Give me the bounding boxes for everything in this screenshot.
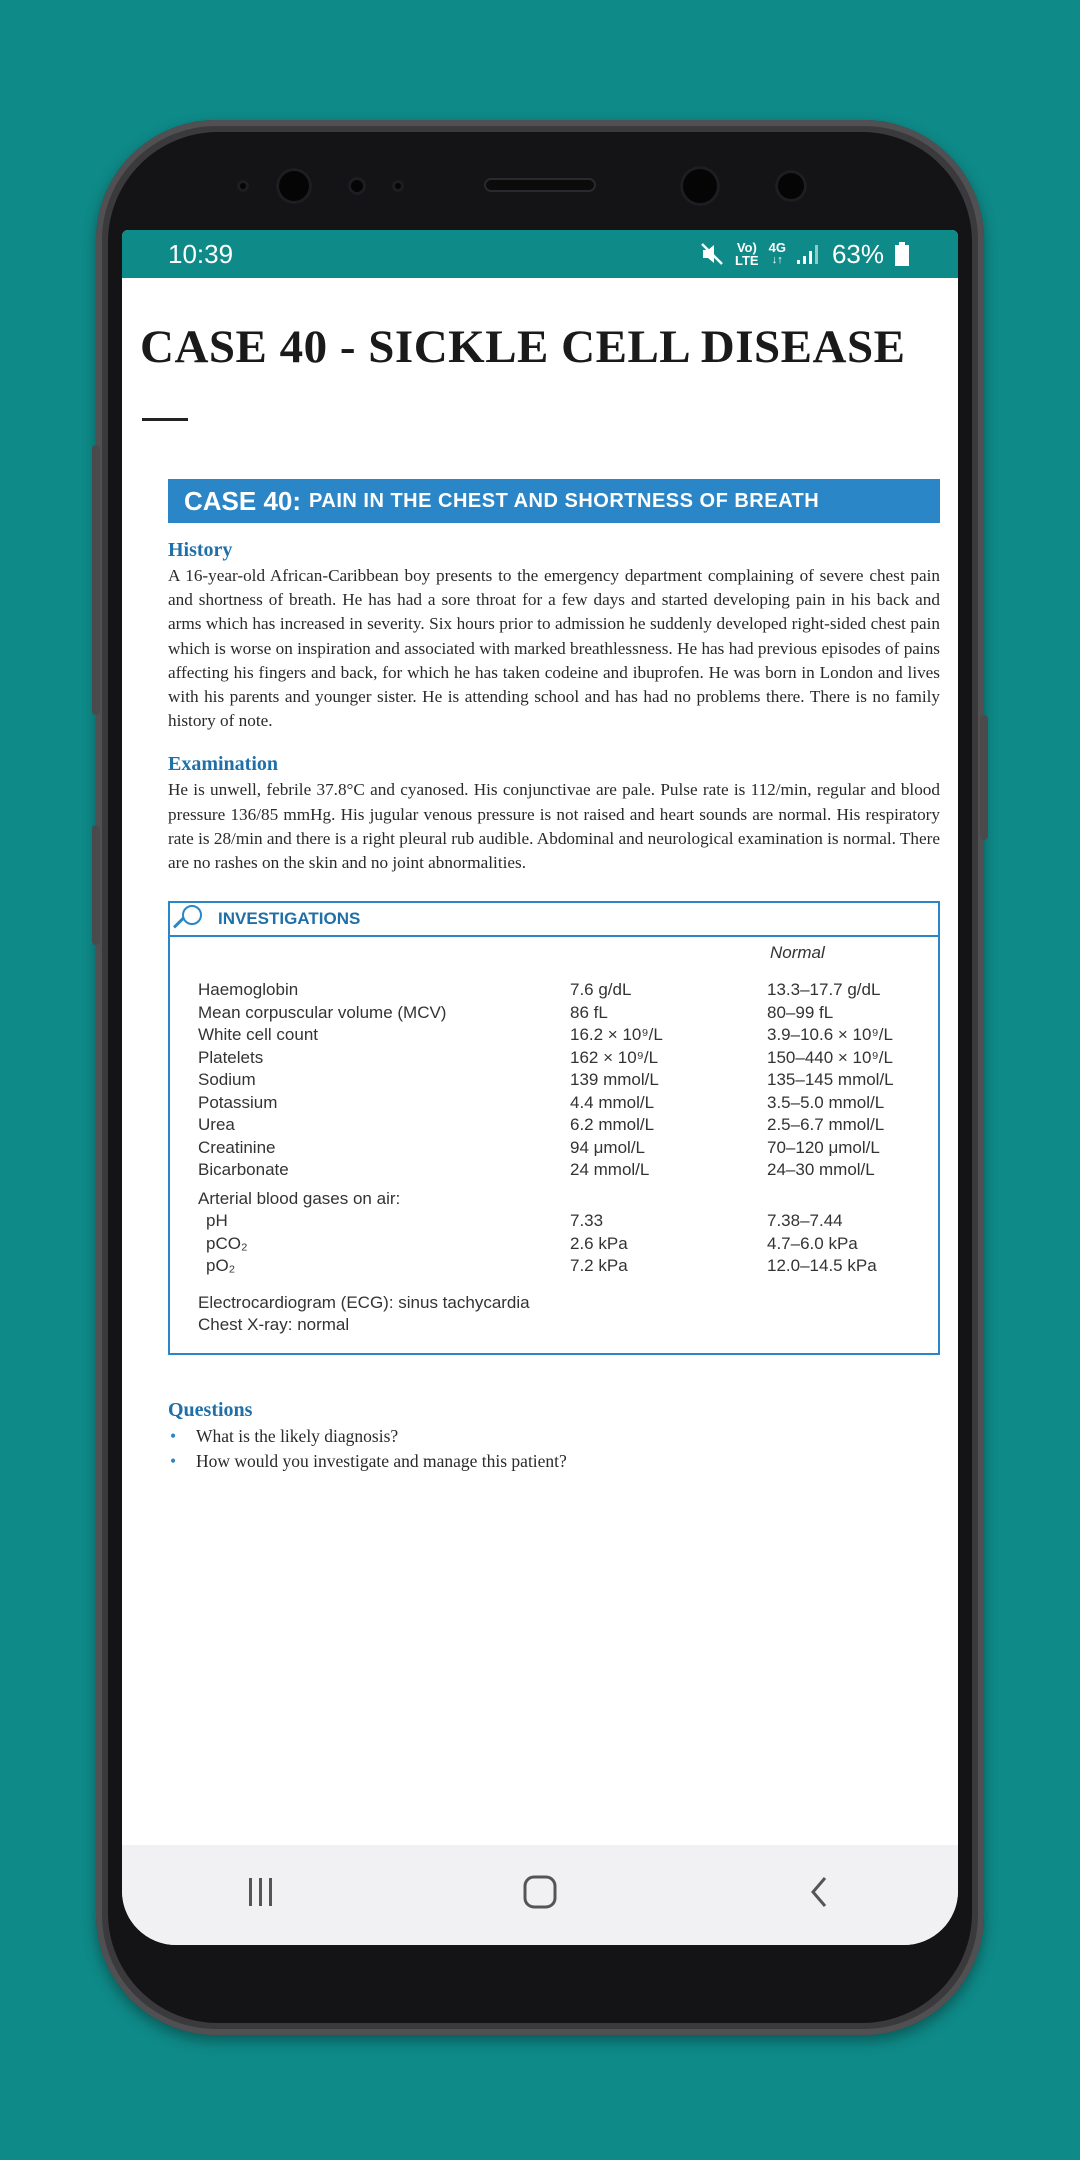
abg-normal-range: 12.0–14.5 kPa	[767, 1256, 877, 1276]
screen	[122, 230, 958, 1945]
question-item	[168, 1424, 940, 1449]
lab-label: Urea	[198, 1115, 235, 1135]
questions-heading: Questions	[168, 1399, 253, 1422]
lab-label: Potassium	[198, 1092, 278, 1112]
lab-label: Creatinine	[198, 1137, 276, 1157]
lab-label: Platelets	[198, 1047, 264, 1067]
proximity-sensor	[348, 177, 366, 195]
normal-range: 150–440 × 10⁹/L	[767, 1047, 893, 1067]
abg-normal-range: 7.38–7.44	[767, 1211, 843, 1231]
investigations-box	[168, 901, 940, 1355]
abg-heading: Arterial blood gases on air:	[198, 1188, 401, 1208]
front-camera	[276, 168, 312, 204]
examination-heading: Examination	[168, 753, 279, 776]
examination-text: He is unwell, febrile 37.8°C and cyanosed. His conjunctivae are pale. Pulse rate is 112/min, regular and blood pressure 136/85 mmHg. His jugular venous pressure is not raised and heart sounds are normal. His respiratory rate is 28/min and there is a right pleural rub audible. Abdominal and neurological examination is normal. There are no rashes on the skin and no joint abnormalities.	[168, 780, 940, 873]
normal-column-header: Normal	[770, 943, 825, 963]
battery-percent: 63%	[831, 238, 884, 269]
lab-value: 7.6 g/dL	[570, 980, 632, 1000]
volume-button	[92, 825, 100, 945]
title-divider	[142, 418, 188, 421]
back-button[interactable]	[779, 1862, 859, 1922]
cxr-result: Chest X-ray: normal	[198, 1315, 350, 1335]
lab-value: 162 × 10⁹/L	[570, 1047, 659, 1067]
front-sensor	[237, 180, 249, 192]
lab-value: 16.2 × 10⁹/L	[570, 1025, 663, 1045]
abg-normal-range: 4.7–6.0 kPa	[767, 1233, 858, 1253]
recent-apps-button[interactable]	[221, 1862, 301, 1922]
clock: 10:39	[168, 238, 234, 269]
recent-apps-icon	[244, 1876, 278, 1908]
normal-range: 13.3–17.7 g/dL	[767, 980, 881, 1000]
bullet-icon: •	[170, 1426, 177, 1447]
normal-range: 70–120 μmol/L	[767, 1137, 880, 1157]
normal-range: 2.5–6.7 mmol/L	[767, 1115, 885, 1135]
volte-indicator	[735, 241, 759, 267]
abg-label: pCO₂	[206, 1233, 248, 1253]
lab-labels	[198, 979, 530, 1337]
lab-value: 139 mmol/L	[570, 1070, 659, 1090]
back-icon	[807, 1874, 831, 1910]
normal-range: 3.5–5.0 mmol/L	[767, 1092, 885, 1112]
lab-value: 4.4 mmol/L	[570, 1092, 655, 1112]
abg-value: 7.2 kPa	[570, 1256, 628, 1276]
volte-label: Vo)	[736, 240, 757, 255]
lab-label: Mean corpuscular volume (MCV)	[198, 1002, 447, 1022]
investigations-header	[170, 903, 938, 937]
case-subtitle: PAIN IN THE CHEST AND SHORTNESS OF BREATH	[309, 489, 820, 512]
history-heading: History	[168, 539, 233, 561]
abg-label: pO₂	[206, 1256, 236, 1276]
lab-value: 94 μmol/L	[570, 1137, 645, 1157]
iris-camera	[680, 166, 720, 206]
normal-range: 24–30 mmol/L	[767, 1160, 875, 1180]
bullet-icon: •	[170, 1451, 177, 1472]
abg-value: 2.6 kPa	[570, 1233, 628, 1253]
battery-icon	[894, 241, 910, 267]
page-title: CASE 40 - SICKLE CELL DISEASE	[140, 321, 906, 373]
lab-label: Haemoglobin	[198, 980, 299, 1000]
normal-range: 135–145 mmol/L	[767, 1070, 894, 1090]
lab-label: White cell count	[198, 1025, 318, 1045]
network-indicator	[769, 241, 786, 267]
questions-list	[168, 1424, 940, 1474]
mute-icon	[699, 241, 725, 267]
lab-label: Bicarbonate	[198, 1160, 289, 1180]
home-button[interactable]	[500, 1862, 580, 1922]
history-text: A 16-year-old African-Caribbean boy presents to the emergency department complaining of severe chest pain and shortness of breath. He has had a sore throat for a few days and started developing pain in his back and arms which has increased in severity. Six hours prior to admission he suddenly developed right-sided chest pain which is worse on inspiration and associated with marked breathlessness. He has had previous episodes of pains affecting his fingers and back, for which he has taken codeine and ibuprofen. He was born in London and lives with his parents and younger sister. He is attending school and has had no problems there. There is no family history of note.	[168, 566, 940, 731]
case-banner	[168, 479, 940, 523]
power-button	[92, 445, 100, 715]
question-text: How would you investigate and manage this patient?	[196, 1451, 567, 1472]
lab-label: Sodium	[198, 1070, 256, 1090]
lab-value: 6.2 mmol/L	[570, 1115, 655, 1135]
page-content	[122, 320, 958, 1474]
lab-value: 86 fL	[570, 1002, 608, 1022]
status-bar	[122, 230, 958, 278]
normal-values	[767, 979, 894, 1278]
light-sensor	[392, 180, 404, 192]
question-item	[168, 1449, 940, 1474]
signal-icon	[796, 242, 822, 266]
network-type: 4G	[768, 240, 786, 255]
lab-value: 24 mmol/L	[570, 1160, 650, 1180]
normal-range: 3.9–10.6 × 10⁹/L	[767, 1025, 893, 1045]
data-arrows-icon: ↓↑	[771, 254, 783, 266]
normal-range: 80–99 fL	[767, 1002, 834, 1022]
ecg-result: Electrocardiogram (ECG): sinus tachycardia	[198, 1292, 530, 1312]
case-number: CASE 40:	[184, 485, 302, 516]
abg-label: pH	[206, 1211, 228, 1231]
navigation-bar	[122, 1845, 958, 1945]
lab-values	[570, 979, 663, 1278]
bixby-button	[980, 715, 988, 840]
book-page-image	[168, 479, 940, 1474]
earpiece-speaker	[484, 178, 596, 192]
iris-led	[775, 170, 807, 202]
status-icons	[699, 239, 910, 270]
home-icon	[522, 1874, 558, 1910]
lte-label: LTE	[735, 253, 759, 268]
magnifier-icon	[170, 903, 204, 935]
investigations-heading: INVESTIGATIONS	[218, 909, 361, 929]
question-text: What is the likely diagnosis?	[196, 1426, 399, 1447]
abg-value: 7.33	[570, 1211, 604, 1231]
